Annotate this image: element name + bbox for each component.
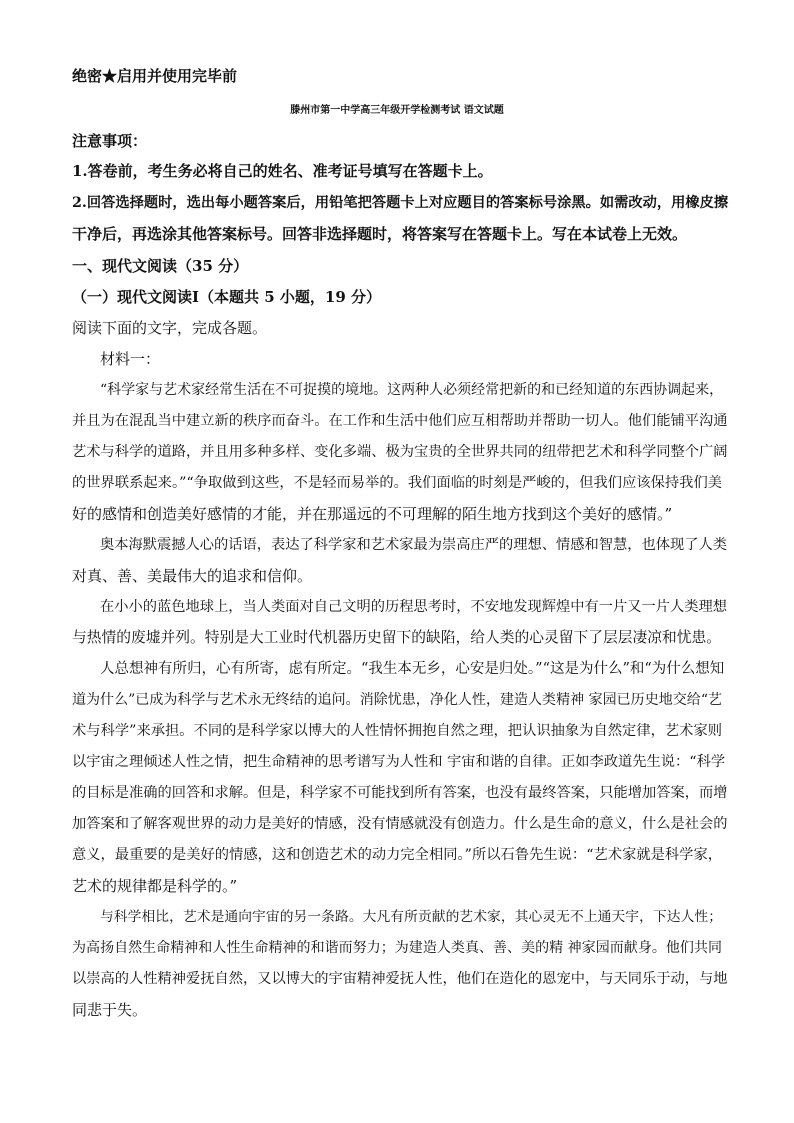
confidential-label: 绝密★启用并使用完毕前 bbox=[72, 67, 238, 85]
passage-line: 好的感情和创造美好感情的才能，并在那遥远的不可理解的陌生地方找到这个美好的感情。” bbox=[72, 505, 673, 523]
passage-line: 对真、善、美最伟大的追求和信仰。 bbox=[72, 567, 313, 585]
section-subheading: （一）现代文阅读Ⅰ（本题共 5 小题，19 分） bbox=[72, 288, 381, 306]
passage-line: 与热情的废墟并列。特别是大工业时代机器历史留下的缺陷，给人类的心灵留下了层层凄凉和忧患。 bbox=[72, 629, 721, 646]
passage-line: 意义，最重要的是美好的情感，这和创造艺术的动力完全相同。”所以石鲁先生说：“艺术家就是科学家， bbox=[72, 847, 722, 863]
exam-title: 滕州市第一中学高三年级开学检测考试 语文试题 bbox=[290, 105, 504, 116]
passage-line: 以崇高的人性精神爱抚自然，又以博大的宇宙精神爱抚人性，他们在造化的恩宠中，与天同乐于动，与地 bbox=[72, 971, 728, 987]
passage-line: 的目标是准确的回答和求解。但是，科学家不可能找到所有答案，也没有最终答案，只能增加答案，而增 bbox=[72, 785, 728, 801]
passage-line: 与科学相比，艺术是通向宇宙的另一条路。大凡有所贡献的艺术家，其心灵无不上通天宇，下达人性； bbox=[100, 909, 722, 925]
notice-item-1: 1.答卷前，考生务必将自己的姓名、准考证号填写在答题卡上。 bbox=[72, 162, 493, 180]
passage-line: 术与科学”来承担。不同的是科学家以博大的人性情怀拥抱自然之理，把认识抽象为自然定律，艺术家则 bbox=[72, 723, 722, 739]
notice-item-2-line-1: 2.回答选择题时，选出每小题答案后，用铅笔把答题卡上对应题目的答案标号涂黑。如需改动，用橡皮擦 bbox=[72, 195, 729, 211]
passage-line: 为高扬自然生命精神和人性生命精神的和谐而努力；为建造人类真、善、美的精 神家园而献身。他们共同 bbox=[72, 940, 722, 956]
passage-line: 人总想神有所归，心有所寄，虑有所定。“我生本无乡，心安是归处。”“这是为什么”和“为什么想知 bbox=[100, 661, 725, 677]
passage-line: 道为什么”已成为科学与艺术永无终结的追问。消除忧患，净化人性，建造人类精神 家园已历史地交给“艺 bbox=[72, 692, 722, 708]
section-heading: 一、现代文阅读（35 分） bbox=[72, 257, 249, 275]
instruction-text: 阅读下面的文字，完成各题。 bbox=[72, 319, 268, 337]
notice-heading: 注意事项： bbox=[72, 132, 148, 150]
passage-line: 以宇宙之理倾述人性之情，把生命精神的思考谱写为人性和 宇宙和谐的自律。正如李政道先生说：“科学 bbox=[72, 754, 726, 770]
passage-line: 奥本海默震撼人心的话语，表达了科学家和艺术家最为崇高庄严的理想、情感和智慧，也体现了人类 bbox=[100, 537, 728, 553]
passage-line: 同悲于失。 bbox=[72, 1001, 148, 1019]
passage-line: 并且为在混乱当中建立新的秩序而奋斗。在工作和生活中他们应互相帮助并帮助一切人。他们能铺平沟通 bbox=[72, 413, 728, 429]
material-label: 材料一： bbox=[100, 350, 161, 368]
passage-line: 的世界联系起来。”“争取做到这些，不是轻而易举的。我们面临的时刻是严峻的，但我们应该保持我们美 bbox=[72, 475, 722, 491]
notice-item-2-line-2: 干净后，再选涂其他答案标号。回答非选择题时，将答案写在答题卡上。写在本试卷上无效。 bbox=[72, 225, 688, 243]
passage-line: 加答案和了解客观世界的动力是美好的情感，没有情感就没有创造力。什么是生命的意义，什么是社会的 bbox=[72, 816, 728, 832]
passage-line: “科学家与艺术家经常生活在不可捉摸的境地。这两种人必须经常把新的和已经知道的东西协调起来， bbox=[100, 382, 724, 398]
passage-line: 艺术的规律都是科学的。” bbox=[72, 877, 238, 895]
passage-line: 在小小的蓝色地球上，当人类面对自己文明的历程思考时，不安地发现辉煌中有一片又一片人类理想 bbox=[100, 599, 728, 615]
passage-line: 艺术与科学的道路，并且用多种多样、变化多端、极为宝贵的全世界共同的纽带把艺术和科学同整个广阔 bbox=[72, 444, 728, 460]
